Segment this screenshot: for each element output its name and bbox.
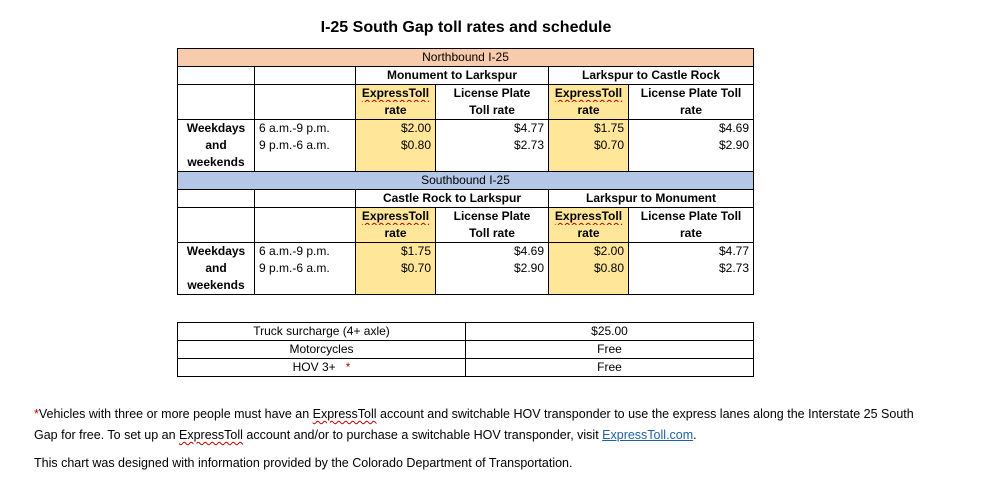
credit-line: This chart was designed with information provided by the Colorado Department of Transportation. (34, 456, 573, 470)
empty-cell (549, 154, 629, 172)
empty-cell (178, 225, 255, 243)
empty-cell (255, 85, 356, 103)
sb-col-expresstoll-1: ExpressToll (361, 209, 430, 223)
table-row (178, 323, 754, 341)
empty-cell (356, 277, 436, 295)
sb-day-express-2: $2.00 (549, 243, 629, 261)
nb-night-plate-2: $2.90 (629, 137, 754, 154)
nb-day-express-2: $1.75 (549, 120, 629, 138)
empty-cell (255, 154, 356, 172)
empty-cell (178, 190, 255, 208)
expresstoll-term: ExpressToll (179, 428, 243, 442)
sb-col-plate-2-rate: rate (629, 225, 754, 243)
nb-night-express-1: $0.80 (356, 137, 436, 154)
sb-night-plate-1: $2.90 (436, 260, 549, 277)
sb-segment-larkspur-monument: Larkspur to Monument (549, 190, 754, 208)
nb-col-plate-2: License Plate Toll (629, 85, 754, 103)
empty-cell (629, 154, 754, 172)
nb-time-day: 6 a.m.-9 p.m. (255, 120, 356, 138)
table-row (178, 359, 754, 377)
footnotes (34, 404, 914, 474)
empty-cell (255, 225, 356, 243)
sb-day-label-2: and (178, 260, 255, 277)
expresstoll-link[interactable]: ExpressToll.com (602, 428, 694, 442)
sb-col-plate-2: License Plate Toll (629, 208, 754, 226)
sb-night-plate-2: $2.73 (629, 260, 754, 277)
truck-surcharge-value: $25.00 (466, 323, 754, 341)
nb-day-label-3: weekends (178, 154, 255, 172)
nb-segment-larkspur-castle-rock: Larkspur to Castle Rock (549, 67, 754, 85)
toll-rates-table (177, 48, 754, 295)
nb-night-express-2: $0.70 (549, 137, 629, 154)
empty-cell (178, 67, 255, 85)
sb-col-expresstoll-1-rate: rate (356, 225, 436, 243)
sb-day-express-1: $1.75 (356, 243, 436, 261)
empty-cell (629, 277, 754, 295)
empty-cell (255, 190, 356, 208)
nb-col-expresstoll-1: ExpressToll (361, 86, 430, 100)
sb-col-plate-1: License Plate (436, 208, 549, 226)
motorcycles-value: Free (466, 341, 754, 359)
empty-cell (436, 154, 549, 172)
sb-night-express-2: $0.80 (549, 260, 629, 277)
nb-col-expresstoll-2-rate: rate (549, 102, 629, 120)
table-row (178, 120, 754, 138)
empty-cell (436, 277, 549, 295)
nb-col-plate-1: License Plate (436, 85, 549, 103)
nb-col-plate-2-rate: rate (629, 102, 754, 120)
nb-day-label-1: Weekdays (178, 120, 255, 138)
footnote-asterisk: * (34, 407, 39, 421)
empty-cell (255, 102, 356, 120)
motorcycles-label: Motorcycles (178, 341, 466, 359)
sb-day-plate-1: $4.69 (436, 243, 549, 261)
empty-cell (255, 277, 356, 295)
southbound-header: Southbound I-25 (178, 172, 754, 190)
table-row (178, 137, 754, 154)
hov-value: Free (466, 359, 754, 377)
table-row (178, 260, 754, 277)
sb-time-night: 9 p.m.-6 a.m. (255, 260, 356, 277)
truck-surcharge-label: Truck surcharge (4+ axle) (178, 323, 466, 341)
empty-cell (356, 154, 436, 172)
table-row (178, 341, 754, 359)
empty-cell (178, 85, 255, 103)
nb-day-plate-1: $4.77 (436, 120, 549, 138)
sb-segment-castle-rock-larkspur: Castle Rock to Larkspur (356, 190, 549, 208)
expresstoll-term: ExpressToll (312, 407, 377, 421)
sb-day-plate-2: $4.77 (629, 243, 754, 261)
sb-day-label-3: weekends (178, 277, 255, 295)
nb-day-express-1: $2.00 (356, 120, 436, 138)
nb-night-plate-1: $2.73 (436, 137, 549, 154)
sb-time-day: 6 a.m.-9 p.m. (255, 243, 356, 261)
sb-col-plate-1-rate: Toll rate (436, 225, 549, 243)
hov-label: HOV 3+ * (178, 359, 466, 377)
nb-segment-monument-larkspur: Monument to Larkspur (356, 67, 549, 85)
nb-time-night: 9 p.m.-6 a.m. (255, 137, 356, 154)
sb-col-expresstoll-2: ExpressToll (554, 209, 623, 223)
sb-night-express-1: $0.70 (356, 260, 436, 277)
table-row (178, 243, 754, 261)
surcharge-table (177, 322, 754, 377)
asterisk-marker: * (345, 360, 351, 374)
page-title: I-25 South Gap toll rates and schedule (320, 19, 612, 36)
empty-cell (549, 277, 629, 295)
empty-cell (178, 102, 255, 120)
nb-col-expresstoll-1-rate: rate (356, 102, 436, 120)
hov-footnote: *Vehicles with three or more people must have an ExpressToll account and switchable HOV transponder to use the express lanes along the Interstate 25 South Gap for free. To set up an ExpressToll account and/or to purchase a switchable HOV transponder, visit ExpressToll.com. (34, 407, 914, 442)
northbound-header: Northbound I-25 (178, 49, 754, 67)
empty-cell (255, 208, 356, 226)
nb-col-plate-1-rate: Toll rate (436, 102, 549, 120)
nb-col-expresstoll-2: ExpressToll (554, 86, 623, 100)
nb-day-label-2: and (178, 137, 255, 154)
empty-cell (255, 67, 356, 85)
sb-day-label-1: Weekdays (178, 243, 255, 261)
sb-col-expresstoll-2-rate: rate (549, 225, 629, 243)
nb-day-plate-2: $4.69 (629, 120, 754, 138)
empty-cell (178, 208, 255, 226)
